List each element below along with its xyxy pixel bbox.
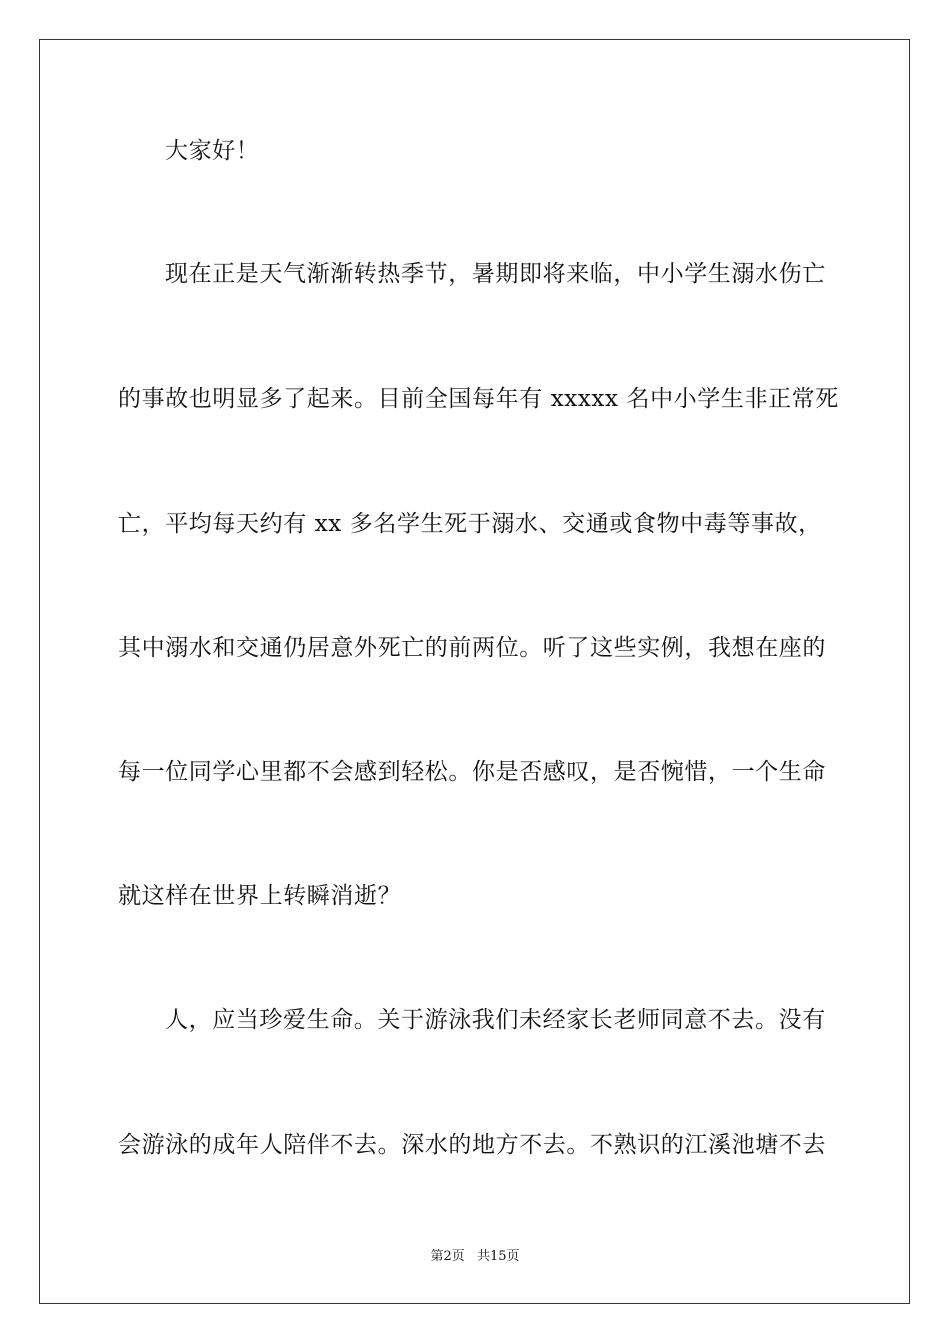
text-line: 现在正是天气渐渐转热季节，暑期即将来临，中小学生溺水伤亡 xyxy=(165,261,826,287)
greeting-line: 大家好！ xyxy=(165,138,260,164)
text-line: 其中溺水和交通仍居意外死亡的前两位。听了这些实例，我想在座的 xyxy=(118,635,826,661)
page-total: 共15页 xyxy=(476,1249,520,1264)
page-number: 第2页 xyxy=(430,1249,465,1264)
text-line: 每一位同学心里都不会感到轻松。你是否感叹，是否惋惜，一个生命 xyxy=(118,759,826,785)
text-line: 人，应当珍爱生命。关于游泳我们未经家长老师同意不去。没有 xyxy=(165,1007,826,1033)
text-line: 的事故也明显多了起来。目前全国每年有 xxxxx 名中小学生非正常死 xyxy=(118,386,839,412)
text-line: 会游泳的成年人陪伴不去。深水的地方不去。不熟识的江溪池塘不去 xyxy=(118,1132,826,1158)
page-footer xyxy=(0,1248,950,1266)
text-line: 就这样在世界上转瞬消逝？ xyxy=(118,883,402,909)
page-border xyxy=(39,39,910,1304)
text-line: 亡，平均每天约有 xx 多名学生死于溺水、交通或食物中毒等事故， xyxy=(118,511,822,537)
